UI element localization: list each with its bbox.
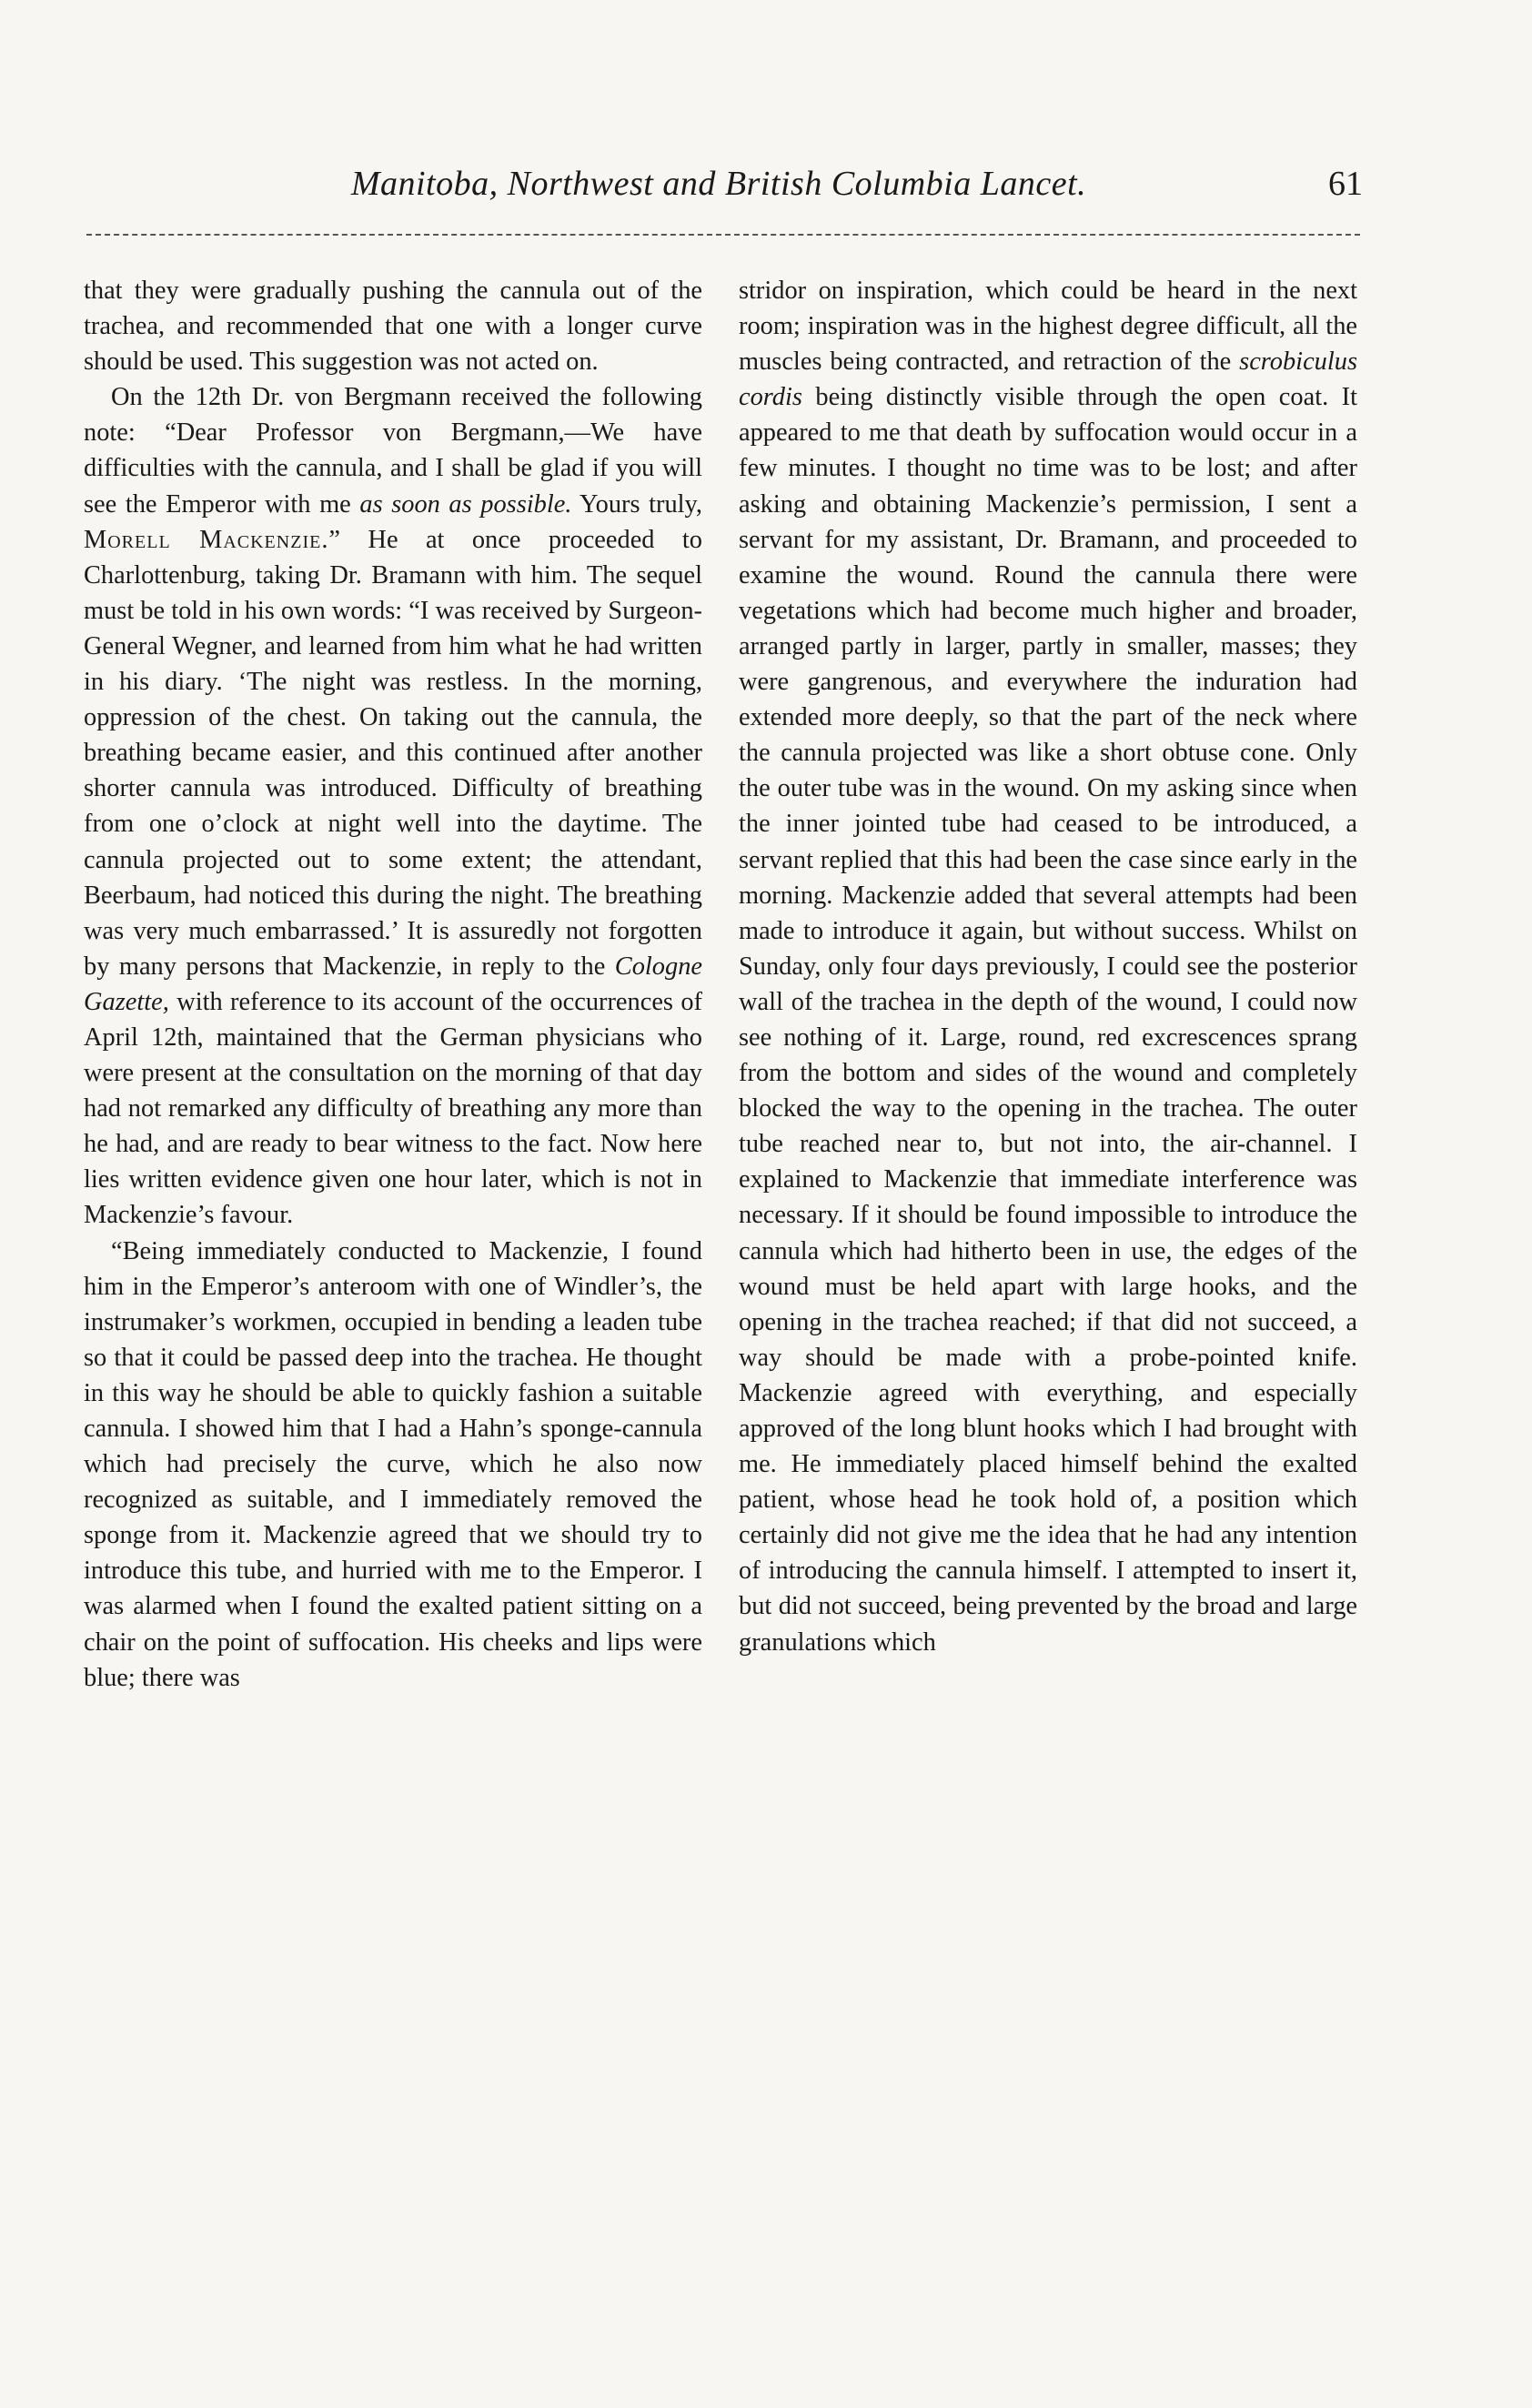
header-rule xyxy=(86,234,1360,236)
text-run: being distinctly visible through the open coat. It appeared to me that death by suffocation would occur in a few minutes. I thought no time was to be lost; and after asking and obtaining Mackenzie’s permission, I sent a servant for my assistant, Dr. Bramann, and proceeded to examine the wound. Round the cannula there were vegetations which had become much higher and broader, arranged partly in larger, partly in smaller, masses; they were gangrenous, and everywhere the induration had extended more deeply, so that the part of the neck where the cannula projected was like a short obtuse cone. Only the outer tube was in the wound. On my asking since when the inner jointed tube had ceased to be introduced, a servant replied that this had been the case since early in the morning. Mackenzie added that several attempts had been made to introduce it again, but without success. Whilst on Sunday, only four days previously, I could see the posterior wall of the trachea in the depth of the wound, I could now see nothing of it. Large, round, red excrescences sprang from the bottom and sides of the wound and completely blocked the way to the opening in the trachea. The outer tube reached near to, but not into, the air-channel. I explained to Mackenzie that immediate interference was necessary. If it should be found impossible to introduce the cannula which had hitherto been in use, the edges of the wound must be held apart with large hooks, and the opening in the trachea reached; if that did not succeed, a way should be made with a probe-pointed knife. Mackenzie agreed with everything, and especially approved of the long blunt hooks which I had brought with me. He immediately placed himself behind the exalted patient, whose head he took hold of, a position which certainly did not give me the idea that he had any intention of introducing the cannula himself. I attempted to insert it, but did not succeed, being prevented by the broad and large granulations which xyxy=(739,383,1357,1657)
italic-text: Cologne Gazette, xyxy=(84,952,702,1016)
page-number: 61 xyxy=(1328,165,1363,203)
left-column xyxy=(84,273,702,1696)
paragraph xyxy=(84,379,702,1233)
italic-text: scrobiculus cordis xyxy=(739,348,1357,412)
text-run: On the 12th Dr. von Bergmann received the following note: “Dear Professor von Bergmann,—We have difficulties with the cannula, and I shall be glad if you will see the Emperor with me xyxy=(84,383,702,519)
paragraph xyxy=(739,273,1357,1660)
page-header xyxy=(82,164,1363,218)
signature-small-caps: Morell Mackenzie. xyxy=(84,525,329,554)
text-run: ” He at once proceeded to Charlottenburg, taking Dr. Bramann with him. The sequel must be told in his own words: “I was received by Surgeon-General Wegner, and learned from him what he had written in his diary. ‘The night was restless. In the morning, oppression of the chest. On taking out the cannula, the breathing became easier, and this continued after another shorter cannula was introduced. Difficulty of breathing from one o’clock at night well into the daytime. The cannula projected out to some extent; the attendant, Beerbaum, had noticed this during the night. The breathing was very much embarrassed.’ It is assuredly not forgotten by many persons that Mackenzie, in reply to the xyxy=(84,525,702,981)
text-run: stridor on inspiration, which could be heard in the next room; inspiration was in the highest degree difficult, all the muscles being contracted, and retraction of the xyxy=(739,277,1357,377)
text-run: with reference to its account of the occurrences of April 12th, maintained that the German physicians who were present at the consultation on the morning of that day had not remarked any difficulty of breathing any more than he had, and are ready to bear witness to the fact. Now here lies written evidence given one hour later, which is not in Mackenzie’s favour. xyxy=(84,987,702,1230)
paragraph: “Being immediately conducted to Mackenzie, I found him in the Emperor’s anteroom with one of Windler’s, the instrumaker’s workmen, occupied in bending a leaden tube so that it could be passed deep into the trachea. He thought in this way he should be able to quickly fashion a suitable cannula. I showed him that I had a Hahn’s sponge-cannula which had precisely the curve, which he also now recognized as suitable, and I immediately removed the sponge from it. Mackenzie agreed that we should try to introduce this tube, and hurried with me to the Emperor. I was alarmed when I found the exalted patient sitting on a chair on the point of suffocation. His cheeks and lips were blue; there was xyxy=(84,1236,702,1692)
paragraph: that they were gradually pushing the cannula out of the trachea, and recommended that one with a longer curve should be used. This suggestion was not acted on. xyxy=(84,277,702,377)
right-column xyxy=(739,273,1357,1660)
text-run: Yours truly, xyxy=(571,489,702,519)
running-title: Manitoba, Northwest and British Columbia Lancet. xyxy=(350,165,1087,203)
italic-text: as soon as possible. xyxy=(359,489,572,519)
